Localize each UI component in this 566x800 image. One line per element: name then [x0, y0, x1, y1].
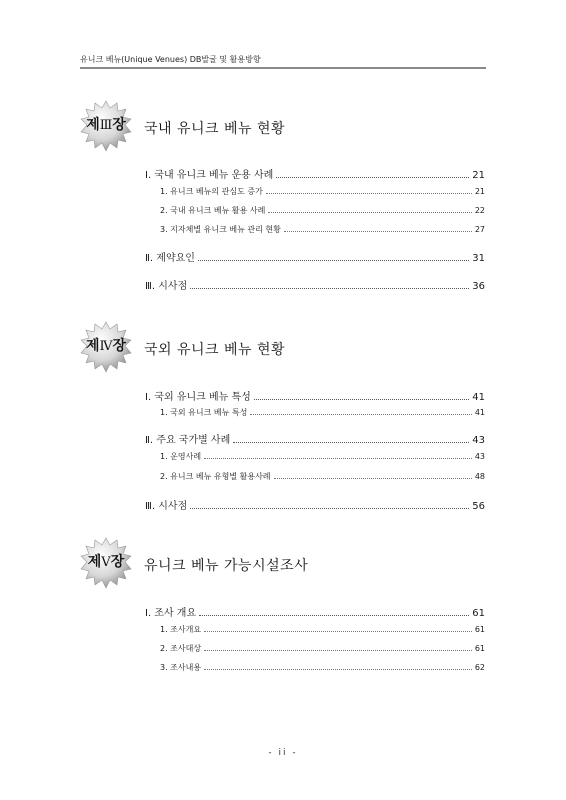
toc-subsection-label: 1. 국외 유니크 베뉴 특성 [160, 408, 248, 417]
chapter-5 [80, 537, 486, 597]
toc-section-label: Ⅰ. 국내 유니크 베뉴 운용 사례 [145, 170, 274, 181]
toc-section[interactable] [145, 431, 485, 446]
badge-numeral: Ⅲ [99, 118, 113, 133]
toc-subsection[interactable] [160, 407, 485, 418]
toc-section[interactable] [145, 277, 485, 292]
toc-page-number: 21 [472, 170, 485, 181]
toc-page-number: 22 [474, 206, 485, 215]
toc-page-number: 48 [474, 472, 485, 481]
toc-section-label: Ⅰ. 조사 개요 [145, 608, 197, 619]
toc-subsection-label: 2. 유니크 베뉴 유형별 활용사례 [160, 472, 271, 481]
toc-page-number: 27 [474, 225, 485, 234]
leader-dots [274, 478, 472, 479]
toc-subsection-label: 2. 조사대상 [160, 644, 202, 653]
badge-numeral: Ⅴ [101, 555, 111, 570]
toc-subsection[interactable] [160, 471, 485, 482]
toc-section[interactable] [145, 497, 485, 512]
toc-section-label: Ⅲ. 시사점 [145, 281, 188, 292]
toc-page-number: 61 [474, 644, 485, 653]
toc-section-label: Ⅱ. 주요 국가별 사례 [145, 435, 231, 446]
chapter-badge [80, 537, 130, 587]
toc-page-number: 56 [472, 501, 485, 512]
leader-dots [204, 631, 472, 632]
leader-dots [198, 260, 469, 261]
toc-subsection-label: 1. 유니크 베뉴의 관심도 증가 [160, 187, 263, 196]
toc-page-number: 31 [472, 253, 485, 264]
leader-dots [250, 414, 471, 415]
badge-prefix: 제 [87, 554, 102, 570]
header-rule [80, 67, 486, 69]
chapter-4 [80, 321, 486, 381]
leader-dots [233, 442, 469, 443]
running-header: 유니크 베뉴(Unique Venues) DB발굴 및 활용방향 [80, 55, 261, 64]
toc-subsection-label: 3. 지자체별 유니크 베뉴 관리 현황 [160, 225, 281, 234]
badge-suffix: 장 [112, 117, 126, 133]
leader-dots [254, 399, 469, 400]
toc-subsection[interactable] [160, 186, 485, 197]
toc-subsection-label: 1. 조사개요 [160, 625, 202, 634]
leader-dots [204, 650, 472, 651]
toc-page-number: 43 [474, 452, 485, 461]
leader-dots [199, 615, 469, 616]
badge-numeral: Ⅳ [99, 339, 113, 354]
leader-dots [284, 231, 472, 232]
chapter-title: 국내 유니크 베뉴 현황 [144, 121, 286, 137]
toc-section[interactable] [145, 166, 485, 181]
badge-suffix: 장 [110, 554, 125, 570]
badge-suffix: 장 [112, 338, 127, 354]
toc-subsection-label: 2. 국내 유니크 베뉴 활용 사례 [160, 206, 266, 215]
toc-section[interactable] [145, 604, 485, 619]
leader-dots [266, 193, 472, 194]
chapter-badge [80, 100, 130, 150]
toc-page-number: 61 [474, 625, 485, 634]
toc-page-number: 36 [472, 281, 485, 292]
page-number-footer: - ii - [268, 748, 298, 758]
toc-subsection-label: 3. 조사내용 [160, 663, 202, 672]
leader-dots [268, 212, 471, 213]
chapter-title: 유니크 베뉴 가능시설조사 [144, 558, 309, 574]
badge-prefix: 제 [85, 338, 100, 354]
toc-section-label: Ⅱ. 제약요인 [145, 253, 195, 264]
toc-section[interactable] [145, 249, 485, 264]
toc-subsection[interactable] [160, 205, 485, 216]
toc-subsection[interactable] [160, 451, 485, 462]
leader-dots [190, 288, 469, 289]
toc-subsection-label: 1. 운영사례 [160, 452, 202, 461]
toc-page-number: 61 [472, 608, 485, 619]
chapter-3 [80, 100, 486, 160]
toc-subsection[interactable] [160, 624, 485, 635]
leader-dots [190, 508, 469, 509]
toc-page-number: 21 [474, 187, 485, 196]
toc-section-label: Ⅲ. 시사점 [145, 501, 188, 512]
leader-dots [276, 177, 469, 178]
leader-dots [204, 669, 472, 670]
toc-page-number: 62 [474, 663, 485, 672]
leader-dots [204, 458, 472, 459]
toc-page-number: 43 [472, 435, 485, 446]
toc-subsection[interactable] [160, 662, 485, 673]
toc-section[interactable] [145, 388, 485, 403]
toc-page-number: 41 [474, 408, 485, 417]
badge-prefix: 제 [86, 117, 100, 133]
toc-page-number: 41 [472, 392, 485, 403]
toc-section-label: Ⅰ. 국외 유니크 베뉴 특성 [145, 392, 251, 403]
toc-subsection[interactable] [160, 643, 485, 654]
chapter-title: 국외 유니크 베뉴 현황 [144, 342, 286, 358]
toc-subsection[interactable] [160, 224, 485, 235]
chapter-badge [80, 321, 130, 371]
